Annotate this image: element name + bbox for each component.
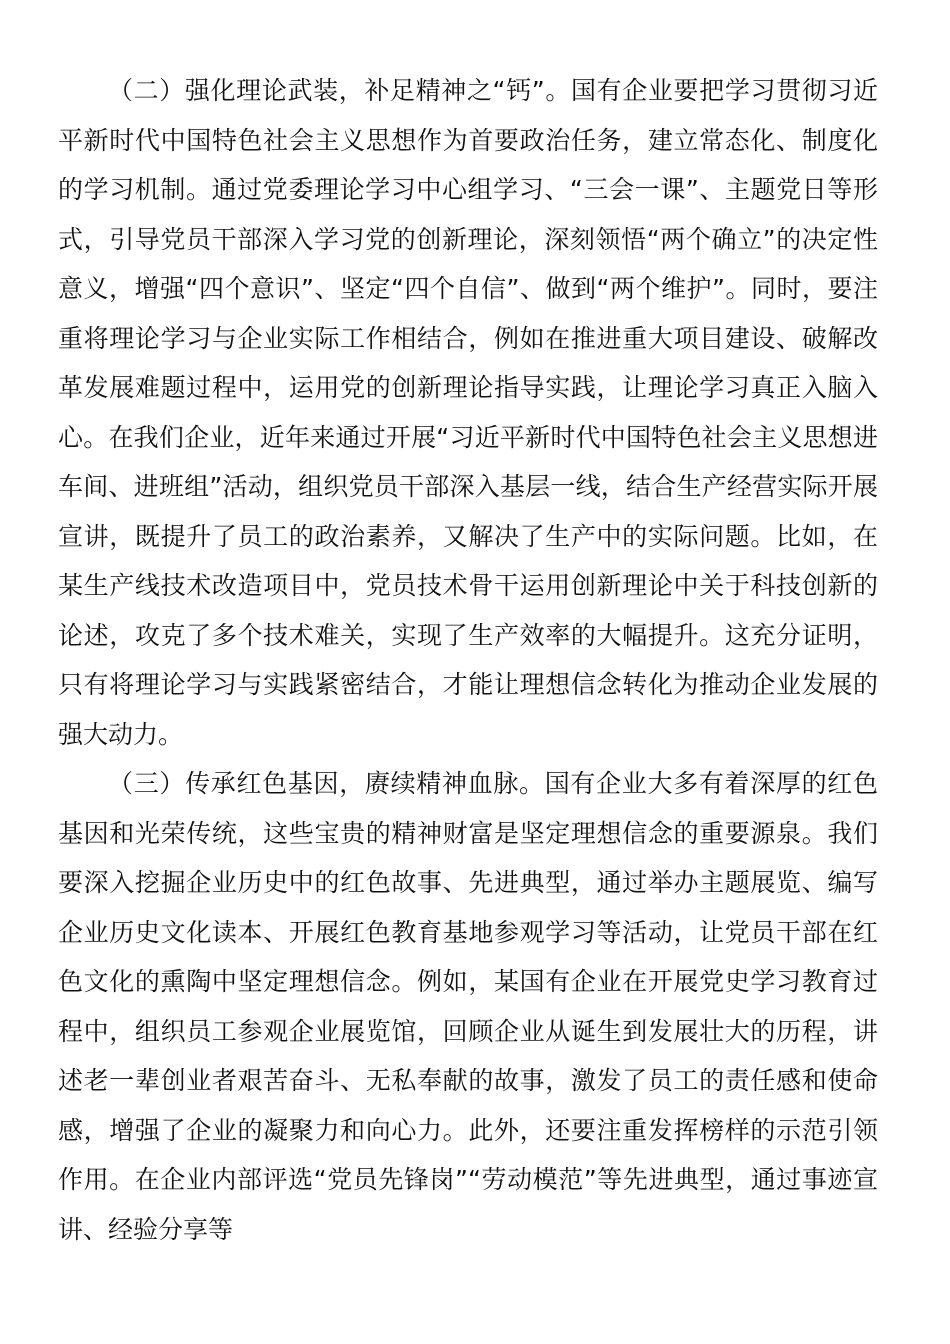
document-body	[58, 66, 878, 1254]
paragraph-section-2: （二）强化理论武装，补足精神之“钙”。国有企业要把学习贯彻习近平新时代中国特色社会主义思想作为首要政治任务，建立常态化、制度化的学习机制。通过党委理论学习中心组学习、“三会一课”、主题党日等形式，引导党员干部深入学习党的创新理论，深刻领悟“两个确立”的决定性意义，增强“四个意识”、坚定“四个自信”、做到“两个维护”。同时，要注重将理论学习与企业实际工作相结合，例如在推进重大项目建设、破解改革发展难题过程中，运用党的创新理论指导实践，让理论学习真正入脑入心。在我们企业，近年来通过开展“习近平新时代中国特色社会主义思想进车间、进班组”活动，组织党员干部深入基层一线，结合生产经营实际开展宣讲，既提升了员工的政治素养，又解决了生产中的实际问题。比如，在某生产线技术改造项目中，党员技术骨干运用创新理论中关于科技创新的论述，攻克了多个技术难关，实现了生产效率的大幅提升。这充分证明，只有将理论学习与实践紧密结合，才能让理想信念转化为推动企业发展的强大动力。	[58, 76, 878, 749]
paragraph-section-3: （三）传承红色基因，赓续精神血脉。国有企业大多有着深厚的红色基因和光荣传统，这些宝贵的精神财富是坚定理想信念的重要源泉。我们要深入挖掘企业历史中的红色故事、先进典型，通过举办主题展览、编写企业历史文化读本、开展红色教育基地参观学习等活动，让党员干部在红色文化的熏陶中坚定理想信念。例如，某国有企业在开展党史学习教育过程中，组织员工参观企业展览馆，回顾企业从诞生到发展壮大的历程，讲述老一辈创业者艰苦奋斗、无私奉献的故事，激发了员工的责任感和使命感，增强了企业的凝聚力和向心力。此外，还要注重发挥榜样的示范引领作用。在企业内部评选“党员先锋岗”“劳动模范”等先进典型，通过事迹宣讲、经验分享等	[58, 769, 878, 1244]
